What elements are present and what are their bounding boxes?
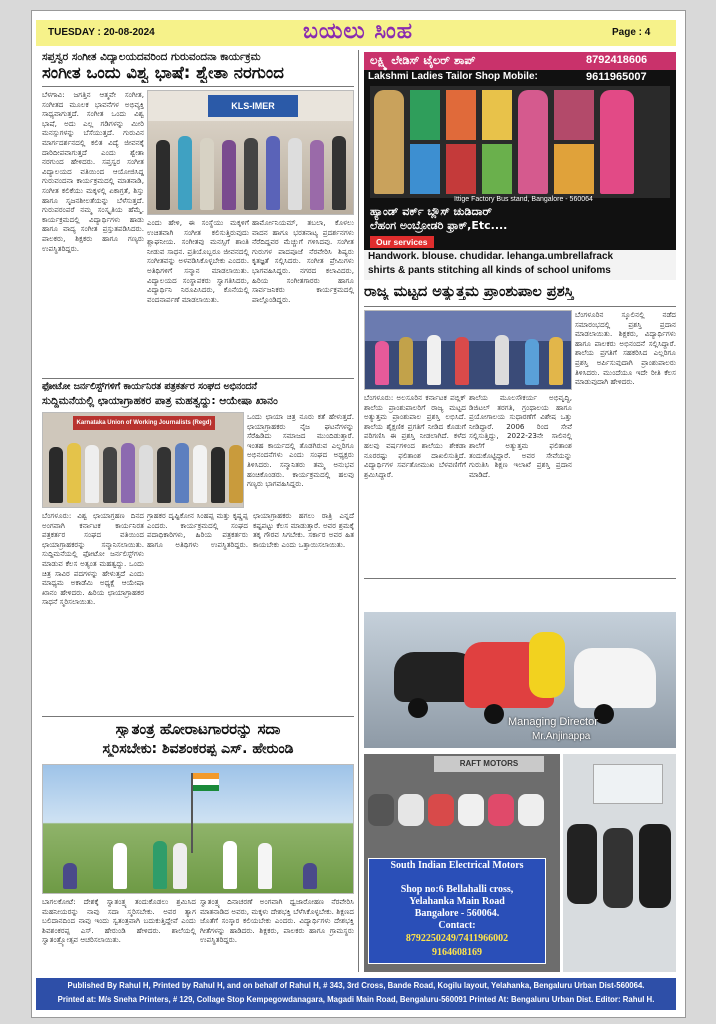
tailor-services-english-1: Handwork. blouse. chudidar. lehanga.umbrellafrack [368,251,614,262]
motors-scooter-banner [364,612,676,748]
person-figure [375,341,389,385]
article4-body-col2: ಶಾಲೆಯ ಮೂಲಸೌಕರ್ಯ ಅಭಿವೃದ್ಧಿ, ಡಿಜಿಟಲ್ ತರಗತಿ, ಗ್ರಂಥಾಲಯ ಹಾಗೂ ಪ್ರಯೋಗಾಲಯ ಸುಧಾರಣೆಗೆ ವಿಶೇಷ ಒತ್ತು ನೀಡಿದ್ದಾರೆ. 2006 ರಿಂದ ಸೇವೆ ಸಲ್ಲಿಸುತ್ತಿದ್ದು, 2022-23ನೇ ಸಾಲಿನಲ್ಲಿ ಶಾಲೆಗೆ ಅತ್ಯುತ್ತಮ ಫಲಿತಾಂಶ ತಂದುಕೊಟ್ಟಿದ್ದಾರೆ. ಅವರ ಸೇವೆಯನ್ನು ಗುರುತಿಸಿ ಶಿಕ್ಷಣ ಇಲಾಖೆ ಪ್ರಶಸ್ತಿ ಪ್ರದಾನ ಮಾಡಿದೆ. [469,393,572,479]
divider [42,378,354,379]
person-figure [121,443,135,503]
garment-model [410,90,440,140]
person-figure [495,335,509,385]
person-figure [244,138,258,210]
article3-headline-line2: ಸ್ಮರಿಸಬೇಕು: ಶಿವಶಂಕರಪ್ಪ ಎಸ್. ಹೇರುಂಡಿ [102,741,294,757]
tailor-phone-1: 8792418606 [586,54,648,66]
tailor-title-kannada: ಲಕ್ಷ್ಮಿ ಲೇಡಿಸ್ ಟೈಲರ್ ಶಾಪ್ [370,53,476,67]
footer-publisher: Published By Rahul H, Printed by Rahul H, and on behalf of Rahul H, # 343, 3rd Cross, Bande Road, Kogilu layout, Yelahanka, Bengaluru Urban Dist-560064. [67,981,645,990]
scooter [567,824,597,904]
garment-model [410,144,440,194]
person-figure [200,138,214,210]
showroom-sign: RAFT MOTORS [434,756,544,772]
person-figure [223,841,237,889]
motors-contact-numbers-1: 8792250249/7411966002 [405,933,509,944]
person-figure [156,140,170,210]
article2-body-col1: ಬೆಂಗಳೂರು: ವಿಶ್ವ ಛಾಯಾಗ್ರಹಣ ದಿನದ ಅಂಗವಾಗಿ ಕರ್ನಾಟಕ ಕಾರ್ಯನಿರತ ಪತ್ರಕರ್ತರ ಸಂಘದ ವತಿಯಿಂದ ಛಾಯಾಗ್ರಾಹಕರನ್ನು ಸನ್ಮಾನಿಸಲಾಯಿತು. ಸುದ್ದಿಮನೆಯಲ್ಲಿ ಫೋಟೋ ಜರ್ನಲಿಸ್ಟ್‌ಗಳು ಮಾಡುವ ಕೆಲಸ ಅತ್ಯಂತ ಮಹತ್ವದ್ದು. ಒಂದು ಚಿತ್ರ ಸಾವಿರ ಪದಗಳನ್ನು ಹೇಳುತ್ತದೆ ಎಂದು ಮಾಧ್ಯಮ ಅಕಾಡೆಮಿ ಅಧ್ಯಕ್ಷೆ ಆಯೇಷಾ ಖಾನಂ ಹೇಳಿದರು. ಹಿರಿಯ ಛಾಯಾಗ್ರಾಹಕರ ಸಾಧನೆ ಸ್ಮರಿಸಲಾಯಿತು. [42,511,144,607]
article1-photo [147,90,354,215]
article2-headline: ಸುದ್ದಿಮನೆಯಲ್ಲಿ ಛಾಯಾಗ್ರಾಹಕರ ಪಾತ್ರ ಮಹತ್ವದ್ದು: ಆಯೇಷಾ ಖಾನಂ [42,395,278,407]
article1-body-col1: ಬೆಳಗಾವಿ: ಜಗತ್ತಿನ ಆತ್ಮವೇ ಸಂಗೀತ, ಸಂಗೀತದ ಮೂಲಕ ಭಾವನೆಗಳ ಅಭಿವ್ಯಕ್ತಿ ಸಾಧ್ಯವಾಗುತ್ತದೆ. ಸಂಗೀತ ಒಂದು ವಿಶ್ವ ಭಾಷೆ, ಅದು ಎಲ್ಲ ಗಡಿಗಳನ್ನು ಮೀರಿ ಮನಸ್ಸುಗಳನ್ನು ಬೆಸೆಯುತ್ತದೆ. ಗುರುವಿನ ಮಾರ್ಗದರ್ಶನದಲ್ಲಿ ಕಲಿತ ವಿದ್ಯೆ ಜೀವನಕ್ಕೆ ದಾರಿದೀಪವಾಗುತ್ತದೆ ಎಂದು ಶ್ವೇತಾ ನರಗುಂದ ಹೇಳಿದರು. ಸಪ್ತಸ್ವರ ಸಂಗೀತ ವಿದ್ಯಾಲಯದ ವತಿಯಿಂದ ಆಯೋಜಿಸಿದ್ದ ಗುರುವಂದನಾ ಕಾರ್ಯಕ್ರಮದಲ್ಲಿ ಮಾತನಾಡಿ, ಸಂಗೀತ ಕಲಿಕೆಯು ಮಕ್ಕಳಲ್ಲಿ ಏಕಾಗ್ರತೆ, ಶಿಸ್ತು ಹಾಗೂ ಸೃಜನಶೀಲತೆಯನ್ನು ಬೆಳೆಸುತ್ತದೆ. ಗುರುಪರಂಪರೆ ನಮ್ಮ ಸಂಸ್ಕೃತಿಯ ಹೆಮ್ಮೆ. ಕಾರ್ಯಕ್ರಮದಲ್ಲಿ ವಿದ್ಯಾರ್ಥಿಗಳು ಹಾಡು ಹಾಗೂ ವಾದ್ಯ ಸಂಗೀತ ಪ್ರಸ್ತುತಪಡಿಸಿದರು. ಪಾಲಕರು, ಶಿಕ್ಷಕರು ಹಾಗೂ ಗಣ್ಯರು ಉಪಸ್ಥಿತರಿದ್ದರು. [42,90,144,253]
garment-model [482,90,512,140]
tailor-phone-2: 9611965007 [586,71,647,83]
garment-model [446,90,476,140]
article4-body-col3: ಬೆಂಗಳೂರಿನ ಸ್ಕೂಲಿನಲ್ಲಿ ನಡೆದ ಸಮಾರಂಭದಲ್ಲಿ ಪ್ರಶಸ್ತಿ ಪ್ರದಾನ ಮಾಡಲಾಯಿತು. ಶಿಕ್ಷಕರು, ವಿದ್ಯಾರ್ಥಿಗಳು ಹಾಗೂ ಪಾಲಕರು ಅಭಿನಂದನೆ ಸಲ್ಲಿಸಿದ್ದಾರೆ. ಶಾಲೆಯ ಪ್ರಗತಿಗೆ ಸಹಕರಿಸಿದ ಎಲ್ಲರಿಗೂ ಪ್ರಶಸ್ತಿ ಅರ್ಪಿಸುವುದಾಗಿ ಪ್ರಾಂಶುಪಾಲರು ತಿಳಿಸಿದರು. ಮುಂದೆಯೂ ಇದೇ ರೀತಿ ಕೆಲಸ ಮಾಡುವುದಾಗಿ ಹೇಳಿದರು. [575,310,676,387]
garment-model [554,90,594,140]
divider [364,306,676,307]
person-figure [49,447,63,503]
article1-headline: ಸಂಗೀತ ಒಂದು ವಿಶ್ವ ಭಾಷೆ: ಶ್ವೇತಾ ನರಗುಂದ [42,63,284,82]
person-figure [229,445,243,503]
person-figure [525,339,539,385]
tailor-services-kannada-2: ಲೆಹಂಗ ಅಂಬ್ರೋಡರಿ ಫ್ರಾಕ್,Etc.... [370,219,508,232]
article4-photo [364,310,572,390]
person-figure [173,843,187,889]
person-figure [178,136,192,210]
person-figure [85,445,99,503]
person-figure [222,140,236,210]
scooter [398,794,424,826]
person-figure [310,140,324,210]
issue-date: TUESDAY : 20-08-2024 [48,27,155,38]
scooter [518,794,544,826]
scooter [368,794,394,826]
tailor-services-kannada-1: ಹ್ಯಾಂಡ್ ವರ್ಕ್ ಬ್ಲೌಸ್ ಚುಡಿದಾರ್ [370,205,492,218]
wall-poster [593,764,663,804]
scooter-wheel [408,698,428,718]
event-banner: Karnataka Union of Working Journalists (Regd) [73,416,215,430]
footer-printer: Printed at: M/s Sneha Printers, # 129, Collage Stop Kempegowdanagara, Magadi Main Road, Bengaluru-560091 Printed At: Bengaluru Urban Dist. Editor: Rahul H. [57,995,655,1004]
person-figure [455,337,469,385]
flag-green [193,785,219,791]
tailor-services-label: Our services [370,236,434,248]
person-figure [139,445,153,503]
person-figure [258,843,272,889]
tailor-address: Ittige Factory Bus stand, Bangalore - 560064 [454,196,593,203]
divider [42,86,354,87]
scooter [529,632,565,698]
article1-body-col2: ಎಂದು ಹೇಳಿ, ಈ ಸಂಸ್ಥೆಯು ಮಕ್ಕಳಿಗೆ ಉಚಿತವಾಗಿ ಸಂಗೀತ ಕಲಿಸುತ್ತಿರುವುದು ಶ್ಲಾಘನೀಯ. ಸಂಗೀತವು ಮನಸ್ಸಿಗೆ ಶಾಂತಿ ನೀಡುವ ಸಾಧನ. ಪ್ರತಿಯೊಬ್ಬರೂ ಜೀವನದಲ್ಲಿ ಸಂಗೀತವನ್ನು ಅಳವಡಿಸಿಕೊಳ್ಳಬೇಕು ಎಂದರು. ಅತಿಥಿಗಳಿಗೆ ಸನ್ಮಾನ ಮಾಡಲಾಯಿತು. ವಿದ್ಯಾಲಯದ ಸಂಸ್ಥಾಪಕರು ಸ್ವಾಗತಿಸಿದರು, ವಿದ್ಯಾರ್ಥಿನಿ ನಿರೂಪಿಸಿದರು, ಕೊನೆಯಲ್ಲಿ ವಂದನಾರ್ಪಣೆ ಮಾಡಲಾಯಿತು. [147,218,249,304]
article2-body-col2: ಗ್ರಾಹಕರ ದೃಷ್ಟಿಕೋನ ಸಿಂಹಪ್ಪ ಮತ್ತು ಕೃಷ್ಣಪ್ಪ ಎಂದರು. ಕಾರ್ಯಕ್ರಮದಲ್ಲಿ ಸಂಘದ ಪದಾಧಿಕಾರಿಗಳು, ಹಿರಿಯ ಪತ್ರಕರ್ತರು ಹಾಗೂ ಅತಿಥಿಗಳು ಉಪಸ್ಥಿತರಿದ್ದರು. ಛಾಯಾಗ್ರಾಹಕರು ಹಗಲು ರಾತ್ರಿ ಎನ್ನದೆ ಕಷ್ಟಪಟ್ಟು ಕೆಲಸ ಮಾಡುತ್ತಾರೆ. ಅವರ ಶ್ರಮಕ್ಕೆ ತಕ್ಕ ಗೌರವ ಸಿಗಬೇಕು. ಸರ್ಕಾರ ಅವರ ಹಿತ ಕಾಯಬೇಕು ಎಂದು ಒತ್ತಾಯಿಸಲಾಯಿತು. [147,511,354,549]
person-figure [63,863,77,889]
person-figure [399,337,413,385]
motors-contact-numbers-2: 9164608169 [432,947,482,958]
article2-kicker: ಫೋಟೋ ಜರ್ನಲಿಸ್ಟ್‌ಗಳಿಗೆ ಕಾರ್ಯನಿರತ ಪತ್ರಕರ್ತರ ಸಂಘದ ಅಭಿನಂದನೆ [42,381,258,392]
person-figure [427,335,441,385]
motors-director-label: Managing Director [508,716,598,728]
article3-body-col2: ಸ್ವಾತಂತ್ರ್ಯ ದಿನಾಚರಣೆ ಅಂಗವಾಗಿ ಧ್ವಜಾರೋಹಣ ನೆರವೇರಿಸಿ ಮಾತನಾಡಿದ ಅವರು, ಮಕ್ಕಳು ದೇಶಭಕ್ತಿ ಬೆಳೆಸಿಕೊಳ್ಳಬೇಕು. ಶಿಕ್ಷಣದ ಜೊತೆಗೆ ಸಂಸ್ಕಾರ ಕಲಿಯಬೇಕು ಎಂದರು. ವಿದ್ಯಾರ್ಥಿಗಳು ದೇಶಭಕ್ತಿ ಗೀತೆಗಳನ್ನು ಹಾಡಿದರು. ಶಿಕ್ಷಕರು, ಪಾಲಕರು ಹಾಗೂ ಗ್ರಾಮಸ್ಥರು ಉಪಸ್ಥಿತರಿದ್ದರು. [200,897,354,945]
garment-model [446,144,476,194]
event-banner: KLS-IMER [208,95,298,117]
divider [42,716,354,717]
person-figure [211,447,225,503]
article3-headline-line1: ಸ್ವಾತಂತ್ರ ಹೋರಾಟಗಾರರನ್ನು ಸದಾ [115,720,281,738]
scooter [603,828,633,908]
motors-address-1: Shop no:6 Bellahalli cross, [400,884,514,895]
garment-model [554,144,594,194]
tailor-services-english-2: shirts & pants stitching all kinds of school unifoms [368,265,611,276]
scooter [574,648,656,708]
person-figure [288,138,302,210]
article1-kicker: ಸಪ್ತಸ್ವರ ಸಂಗೀತ ವಿದ್ಯಾಲಯದವರಿಂದ ಗುರುವಂದನಾ ಕಾರ್ಯಕ್ರಮ [42,51,261,63]
article2-body-col3: ಒಂದು ಛಾಯಾ ಚಿತ್ರ ನೂರು ಕತೆ ಹೇಳುತ್ತದೆ. ಛಾಯಾಗ್ರಾಹಕರು ನೈಜ ಘಟನೆಗಳನ್ನು ಸೆರೆಹಿಡಿದು ಸಮಾಜದ ಮುಂದಿಡುತ್ತಾರೆ. ಇಂತಹ ಕಾರ್ಯದಲ್ಲಿ ತೊಡಗಿರುವ ಎಲ್ಲರಿಗೂ ಅಭಿನಂದನೆಗಳು ಎಂದು ಸಂಘದ ಅಧ್ಯಕ್ಷರು ತಿಳಿಸಿದರು. ಸನ್ಮಾನಿತರು ತಮ್ಮ ಅನುಭವ ಹಂಚಿಕೊಂಡರು. ಕಾರ್ಯಕ್ರಮದಲ್ಲಿ ಹಲವು ಗಣ್ಯರು ಭಾಗವಹಿಸಿದ್ದರು. [247,412,354,489]
person-figure [193,445,207,503]
article3-body-col1: ಬಾಗಲಕೋಟೆ: ದೇಶಕ್ಕೆ ಸ್ವಾತಂತ್ರ್ಯ ತಂದುಕೊಡಲು ಶ್ರಮಿಸಿದ ಮಹನೀಯರನ್ನು ನಾವು ಸದಾ ಸ್ಮರಿಸಬೇಕು. ಅವರ ತ್ಯಾಗ ಬಲಿದಾನದಿಂದ ನಾವು ಇಂದು ಸ್ವತಂತ್ರವಾಗಿ ಬದುಕುತ್ತಿದ್ದೇವೆ ಎಂದು ಶಿವಶಂಕರಪ್ಪ ಎಸ್. ಹೇರುಂಡಿ ಹೇಳಿದರು. ಶಾಲೆಯಲ್ಲಿ ಸ್ವಾತಂತ್ರ್ಯೋತ್ಸವ ಆಚರಿಸಲಾಯಿತು. [42,897,196,945]
tailor-title-english: Lakshmi Ladies Tailor Shop Mobile: [368,71,538,82]
scooter [639,824,671,908]
scooter-wheel [484,704,504,724]
column-divider [358,50,359,972]
article4-body-col1: ಬೆಂಗಳೂರು: ಅಲಸೂರಿನ ಕರ್ನಾಟಕ ಪಬ್ಲಿಕ್ ಶಾಲೆಯ ಪ್ರಾಂಶುಪಾಲರಿಗೆ ರಾಜ್ಯ ಮಟ್ಟದ ಅತ್ಯುತ್ತಮ ಪ್ರಾಂಶುಪಾಲ ಪ್ರಶಸ್ತಿ ಲಭಿಸಿದೆ. ಶಾಲೆಯ ಶೈಕ್ಷಣಿಕ ಪ್ರಗತಿಗೆ ನೀಡಿದ ಕೊಡುಗೆ ಪರಿಗಣಿಸಿ ಈ ಪ್ರಶಸ್ತಿ ನೀಡಲಾಗಿದೆ. ಕಳೆದ ಹಲವು ವರ್ಷಗಳಿಂದ ಶಾಲೆಯು ಶೇಕಡಾ ನೂರರಷ್ಟು ಫಲಿತಾಂಶ ದಾಖಲಿಸುತ್ತಿದೆ. ವಿದ್ಯಾರ್ಥಿಗಳ ಸರ್ವತೋಮುಖ ಬೆಳವಣಿಗೆಗೆ ಶ್ರಮಿಸಿದ್ದಾರೆ. [364,393,466,479]
person-figure [67,443,81,503]
scooter [488,794,514,826]
person-figure [113,843,127,889]
article4-headline: ರಾಜ್ಯ ಮಟ್ಟದ ಅತ್ಯುತ್ತಮ ಪ್ರಾಂಶುಪಾಲ ಪ್ರಶಸ್ತಿ [364,284,574,300]
motors-address-2: Yelahanka Main Road [409,896,505,907]
motors-interior-photo [563,754,676,972]
person-figure [175,443,189,503]
motors-director-name: Mr.Anjinappa [532,731,591,742]
motors-contact-label: Contact: [438,920,476,931]
garment-model [600,90,634,194]
person-figure [157,447,171,503]
tailor-advertisement [364,52,676,280]
person-figure [303,863,317,889]
page-number: Page : 4 [612,27,651,38]
article3-photo [42,764,354,894]
article2-photo [42,412,244,508]
person-figure [549,337,563,385]
person-figure [103,447,117,503]
scooter [458,794,484,826]
garment-model [518,90,548,194]
garment-model [482,144,512,194]
person-figure [266,136,280,210]
tailor-garment-gallery [370,86,670,198]
motors-showroom-ad [364,754,560,972]
divider [364,578,676,579]
stage-backdrop [365,311,572,341]
motors-address-3: Bangalore - 560064. [414,908,500,919]
garment-model [374,90,404,194]
scooter [428,794,454,826]
person-figure [332,136,346,210]
masthead-title: ಬಯಲು ಸಿಂಹ [302,19,414,44]
article1-body-col3: ಹಾರ್ಮೋನಿಯಮ್, ತಬಲಾ, ಕೊಳಲು ವಾದನ ಹಾಗೂ ಭರತನಾಟ್ಯ ಪ್ರದರ್ಶನಗಳು ನೆರೆದಿದ್ದವರ ಮೆಚ್ಚುಗೆ ಗಳಿಸಿದವು. ಸಂಗೀತ ಗುರುಗಳ ಪಾದಪೂಜೆ ನೆರವೇರಿಸಿ ಶಿಷ್ಯರು ಕೃತಜ್ಞತೆ ಸಲ್ಲಿಸಿದರು. ಸಂಗೀತ ಪ್ರೇಮಿಗಳು ಭಾಗವಹಿಸಿದ್ದರು. ನಗರದ ಕಲಾವಿದರು, ಹಿರಿಯ ಸಂಗೀತಗಾರರು ಹಾಗೂ ಸಾರ್ವಜನಿಕರು ಕಾರ್ಯಕ್ರಮದಲ್ಲಿ ಪಾಲ್ಗೊಂಡಿದ್ದರು. [252,218,354,304]
person-figure [153,841,167,889]
motors-title: South Indian Electrical Motors [390,860,524,871]
